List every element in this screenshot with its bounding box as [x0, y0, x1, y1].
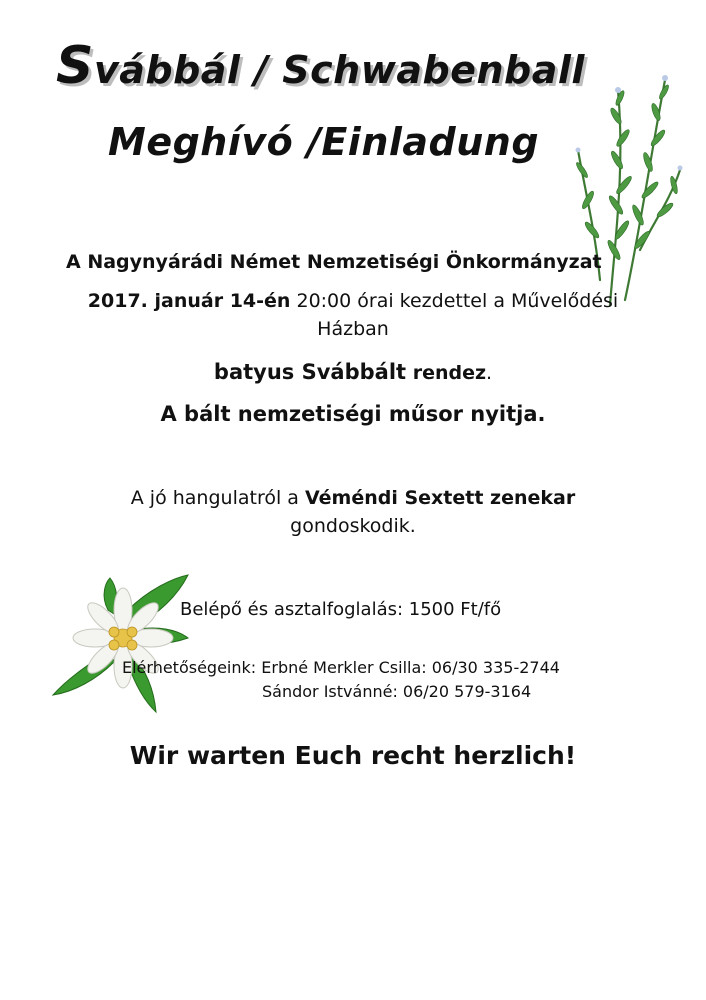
- entry-fee: Belépő és asztalfoglalás: 1500 Ft/fő: [180, 599, 502, 620]
- edelweiss-flower-icon: [48, 570, 198, 720]
- event-date: 2017. január 14-én: [87, 290, 291, 312]
- title-first-letter: S: [56, 36, 94, 96]
- venue-end: Házban: [317, 318, 389, 340]
- page-subtitle: Meghívó /Einladung: [108, 120, 540, 164]
- date-line: [0, 287, 706, 315]
- music-prefix: A jó hangulatról a: [130, 487, 305, 509]
- event-time-venue: 20:00 órai kezdettel a Művelődési: [290, 290, 619, 312]
- opening-line: A bált nemzetiségi műsor nyitja.: [160, 402, 546, 426]
- page-title: [56, 36, 585, 96]
- contact-line-1: Elérhetőségeink: Erbné Merkler Csilla: 06/30 335-2744: [122, 658, 560, 677]
- band-name: Véméndi Sextett zenekar: [304, 487, 576, 509]
- event-description: [0, 358, 706, 387]
- event-name: batyus Svábbált: [213, 360, 407, 384]
- music-suffix: gondoskodik.: [290, 515, 416, 537]
- event-verb: rendez: [406, 362, 487, 384]
- title-line1-rest: vábbál / Schwabenball: [93, 48, 585, 92]
- closing-greeting: Wir warten Euch recht herzlich!: [129, 741, 577, 770]
- event-period: .: [486, 362, 493, 384]
- organizer-line: A Nagynyárádi Német Nemzetiségi Önkormányzat: [66, 251, 602, 273]
- music-line: [0, 484, 706, 512]
- contact-line-2: Sándor Istvánné: 06/20 579-3164: [262, 682, 532, 701]
